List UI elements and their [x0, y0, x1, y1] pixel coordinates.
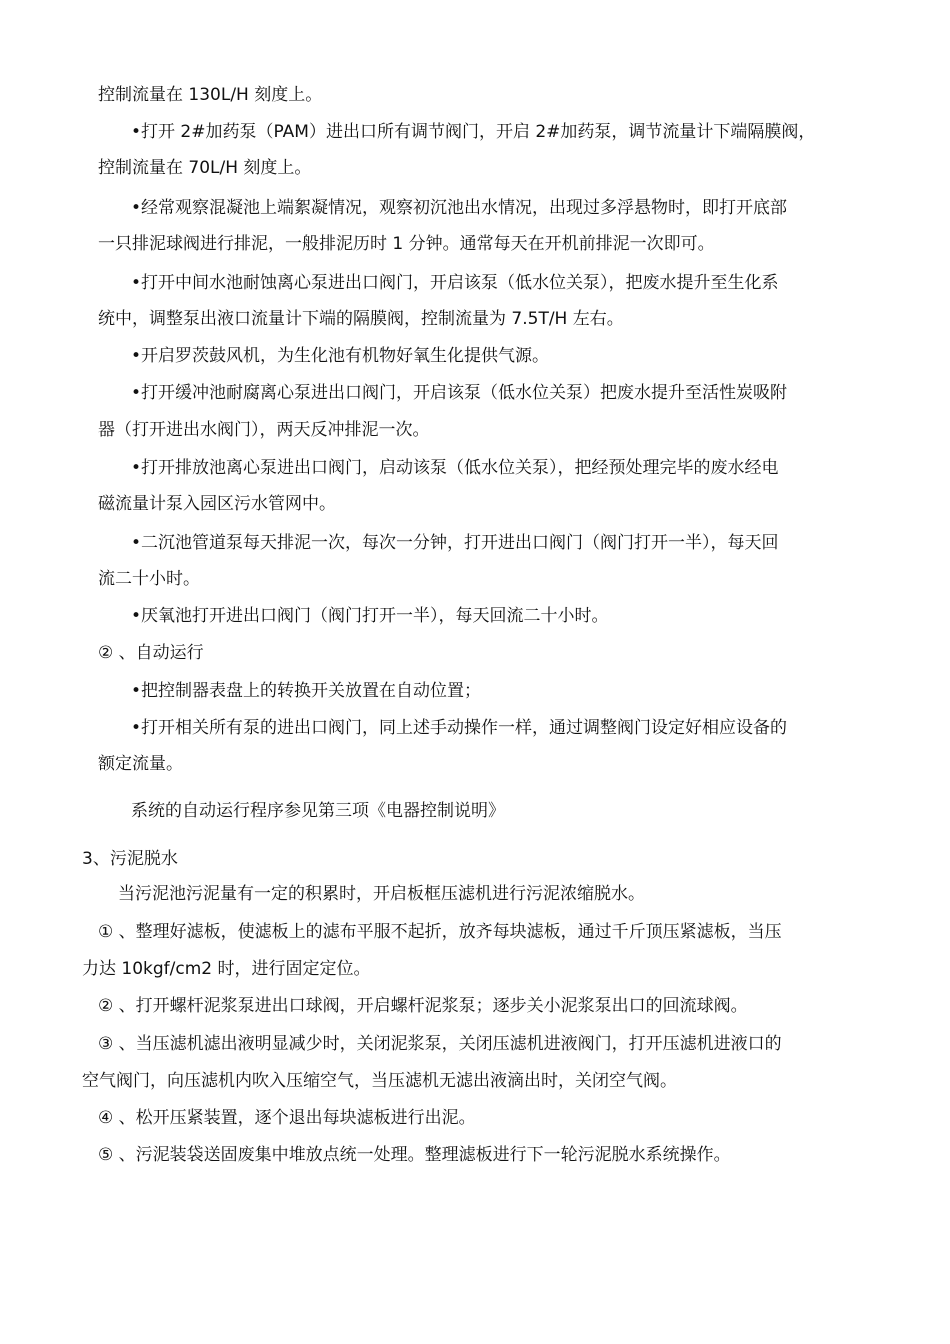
step-line: ③ 、当压滤机滤出液明显减少时，关闭泥浆泵，关闭压滤机进液阀门，打开压滤机进液口的: [98, 1034, 782, 1054]
step-line: ① 、整理好滤板，使滤板上的滤布平服不起折，放齐每块滤板，通过千斤顶压紧滤板，当压: [98, 922, 782, 942]
subsection-heading: ② 、自动运行: [98, 643, 204, 663]
bullet-line: •打开缓冲池耐腐离心泵进出口阀门，开启该泵（低水位关泵）把废水提升至活性炭吸附: [131, 383, 788, 403]
bullet-line: •打开 2#加药泵（PAM）进出口所有调节阀门，开启 2#加药泵，调节流量计下端隔膜阀，: [131, 122, 816, 142]
text-line: 流二十小时。: [98, 569, 200, 589]
bullet-line: •厌氧池打开进出口阀门（阀门打开一半），每天回流二十小时。: [131, 606, 609, 626]
bullet-line: •经常观察混凝池上端絮凝情况，观察初沉池出水情况，出现过多浮悬物时，即打开底部: [131, 198, 788, 218]
text-line: 空气阀门，向压滤机内吹入压缩空气，当压滤机无滤出液滴出时，关闭空气阀。: [82, 1071, 677, 1091]
text-line: 器（打开进出水阀门），两天反冲排泥一次。: [98, 420, 430, 440]
text-line: 控制流量在 130L/H 刻度上。: [98, 85, 323, 105]
step-line: ② 、打开螺杆泥浆泵进出口球阀，开启螺杆泥浆泵；逐步关小泥浆泵出口的回流球阀。: [98, 996, 748, 1016]
bullet-line: •二沉池管道泵每天排泥一次，每次一分钟，打开进出口阀门（阀门打开一半），每天回: [131, 533, 779, 553]
bullet-line: •开启罗茨鼓风机，为生化池有机物好氧生化提供气源。: [131, 346, 550, 366]
text-line: 额定流量。: [98, 754, 183, 774]
section-heading: 3、污泥脱水: [82, 849, 178, 869]
text-line: 一只排泥球阀进行排泥，一般排泥历时 1 分钟。通常每天在开机前排泥一次即可。: [98, 234, 715, 254]
bullet-line: •打开中间水池耐蚀离心泵进出口阀门，开启该泵（低水位关泵），把废水提升至生化系: [131, 273, 779, 293]
text-line: 统中，调整泵出液口流量计下端的隔膜阀，控制流量为 7.5T/H 左右。: [98, 309, 624, 329]
text-line: 控制流量在 70L/H 刻度上。: [98, 158, 312, 178]
bullet-line: •打开排放池离心泵进出口阀门，启动该泵（低水位关泵），把经预处理完毕的废水经电: [131, 458, 779, 478]
text-line: 磁流量计泵入园区污水管网中。: [98, 494, 336, 514]
text-line: 当污泥池污泥量有一定的积累时，开启板框压滤机进行污泥浓缩脱水。: [118, 884, 645, 904]
text-line: 系统的自动运行程序参见第三项《电器控制说明》: [131, 801, 505, 821]
step-line: ⑤ 、污泥装袋送固废集中堆放点统一处理。整理滤板进行下一轮污泥脱水系统操作。: [98, 1145, 731, 1165]
text-line: 力达 10kgf/cm2 时，进行固定定位。: [82, 959, 371, 979]
step-line: ④ 、松开压紧装置，逐个退出每块滤板进行出泥。: [98, 1108, 476, 1128]
bullet-line: •把控制器表盘上的转换开关放置在自动位置；: [131, 681, 482, 701]
bullet-line: •打开相关所有泵的进出口阀门，同上述手动操作一样，通过调整阀门设定好相应设备的: [131, 718, 788, 738]
